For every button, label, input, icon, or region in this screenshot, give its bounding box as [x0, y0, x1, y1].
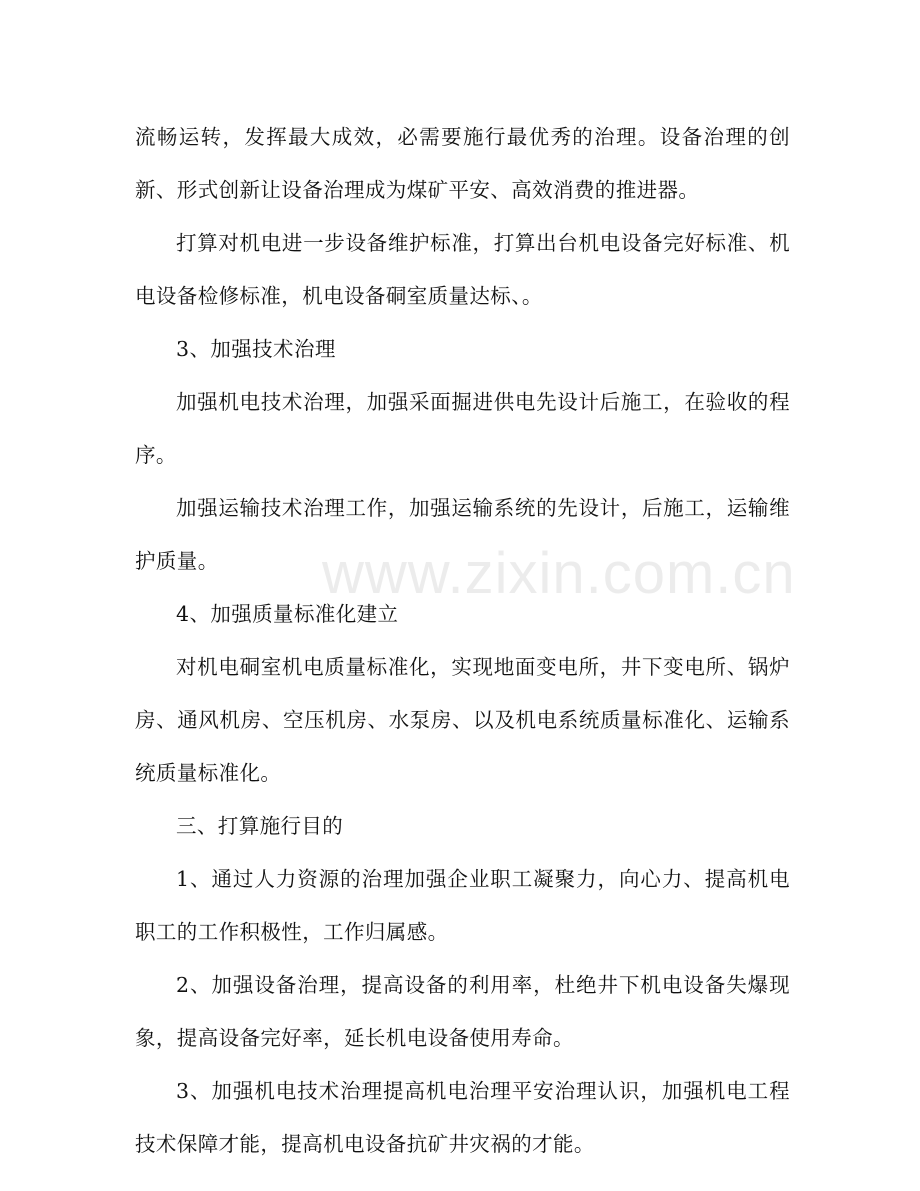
paragraph-electromechanical-tech: 加强机电技术治理，加强采面掘进供电先设计后施工，在验收的程序。	[135, 390, 790, 467]
paragraph-maintenance-standards: 打算对机电进一步设备维护标准，打算出台机电设备完好标准、机电设备检修标准，机电设备硐室质量达标、。	[135, 231, 790, 308]
paragraph-quality-standardization: 对机电硐室机电质量标准化，实现地面变电所，井下变电所、锅炉房、通风机房、空压机房、水泵房、以及机电系统质量标准化、运输系统质量标准化。	[135, 655, 790, 785]
section-heading-goals: 三、打算施行目的	[176, 814, 344, 838]
document-body	[135, 111, 790, 1171]
paragraph-continuation: 流畅运转，发挥最大成效，必需要施行最优秀的治理。设备治理的创新、形式创新让设备治理成为煤矿平安、高效消费的推进器。	[135, 125, 790, 202]
paragraph-goal-2: 2、加强设备治理，提高设备的利用率，杜绝井下机电设备失爆现象，提高设备完好率，延长机电设备使用寿命。	[135, 973, 790, 1050]
paragraph-goal-1: 1、通过人力资源的治理加强企业职工凝聚力，向心力、提高机电职工的工作积极性，工作归属感。	[135, 867, 790, 944]
paragraph-goal-3: 3、加强机电技术治理提高机电治理平安治理认识，加强机电工程技术保障才能，提高机电设备抗矿井灾祸的才能。	[135, 1079, 790, 1156]
paragraph-transport-tech: 加强运输技术治理工作，加强运输系统的先设计，后施工，运输维护质量。	[135, 496, 790, 573]
watermark-text: www.zixin.com.cn	[322, 541, 796, 606]
section-heading-tech-management: 3、加强技术治理	[176, 337, 336, 361]
section-heading-quality-standardization: 4、加强质量标准化建立	[176, 602, 399, 626]
